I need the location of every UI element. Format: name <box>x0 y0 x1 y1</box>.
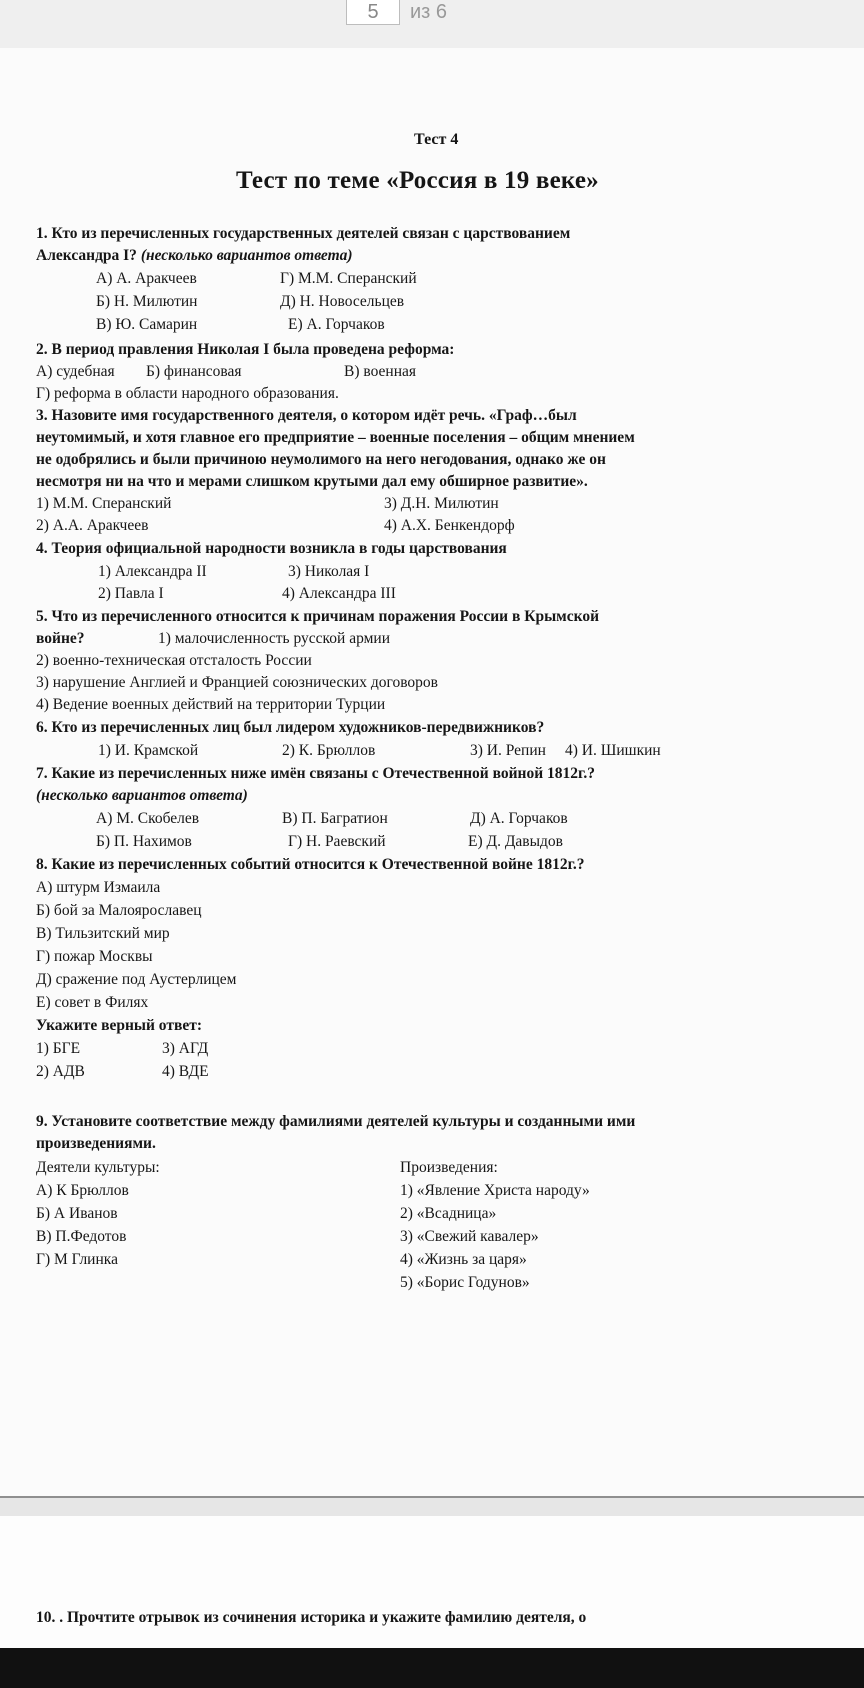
page-title: Тест по теме «Россия в 19 веке» <box>236 167 599 194</box>
answer-option: 3) Д.Н. Милютин <box>384 495 499 512</box>
next-document-page <box>0 1516 864 1648</box>
answer-option: 3) нарушение Англией и Францией союзнических договоров <box>36 674 438 691</box>
answer-option: 1) Александра II <box>98 563 207 580</box>
answer-option: 2) АДВ <box>36 1063 85 1080</box>
answer-option: А) А. Аракчеев <box>96 270 197 287</box>
answer-option: А) штурм Измаила <box>36 879 161 896</box>
answer-option: 1) М.М. Сперанский <box>36 495 172 512</box>
answer-option: Г) М.М. Сперанский <box>280 270 417 287</box>
answer-option: 1) малочисленность русской армии <box>158 630 391 647</box>
list-item: 5) «Борис Годунов» <box>400 1274 530 1291</box>
answer-option: 4) Александра III <box>282 585 396 602</box>
question-text: не одобрялись и были причиною неумолимого на него негодования, однако же он <box>36 451 606 468</box>
question-hint: (несколько вариантов ответа) <box>140 247 353 264</box>
answer-option: 3) И. Репин <box>470 742 546 759</box>
answer-option: В) Ю. Самарин <box>96 316 198 333</box>
answer-option: Г) реформа в области народного образования. <box>36 385 339 402</box>
question-text: 2. В период правления Николая I была проведена реформа: <box>36 341 455 358</box>
answer-option: А) М. Скобелев <box>96 810 200 827</box>
answer-option: Е) А. Горчаков <box>288 316 385 333</box>
list-item: Б) А Иванов <box>36 1205 118 1222</box>
answer-option: Б) бой за Малоярославец <box>36 902 202 919</box>
answer-option: А) судебная <box>36 363 115 380</box>
answer-option: 1) И. Крамской <box>98 742 199 759</box>
answer-option: 1) БГЕ <box>36 1040 81 1057</box>
question-hint: (несколько вариантов ответа) <box>36 787 248 804</box>
list-item: Г) М Глинка <box>36 1251 118 1268</box>
answer-option: Д) А. Горчаков <box>470 810 568 827</box>
answer-option: 2) К. Брюллов <box>282 742 376 759</box>
answer-option: Г) Н. Раевский <box>288 833 386 850</box>
question-text: 4. Теория официальной народности возникла в годы царствования <box>36 540 507 557</box>
question-text: войне? <box>36 630 85 647</box>
question-text: неутомимый, и хотя главное его предприятие – военные поселения – общим мнением <box>36 429 635 446</box>
answer-option: 2) военно-техническая отсталость России <box>36 652 312 669</box>
answer-option: 4) А.Х. Бенкендорф <box>384 517 515 534</box>
answer-prompt: Укажите верный ответ: <box>36 1017 202 1034</box>
question-text: 1. Кто из перечисленных государственных деятелей связан с царствованием <box>36 225 571 242</box>
question-text: 7. Какие из перечисленных ниже имён связаны с Отечественной войной 1812г.? <box>36 765 595 782</box>
answer-option: Д) сражение под Аустерлицем <box>36 971 237 988</box>
list-item: 3) «Свежий кавалер» <box>400 1228 539 1245</box>
list-item: В) П.Федотов <box>36 1228 127 1245</box>
column-header: Произведения: <box>400 1159 498 1176</box>
question-text: 8. Какие из перечисленных событий относится к Отечественной войне 1812г.? <box>36 856 585 873</box>
test-label: Тест 4 <box>414 131 459 148</box>
page-total-label: из 6 <box>410 1 448 23</box>
question-text: Александра I? <box>36 247 137 264</box>
viewer-toolbar <box>0 0 864 49</box>
answer-option: Б) финансовая <box>146 363 242 380</box>
answer-option: 2) Павла I <box>98 585 164 602</box>
question-10-text: 10. . Прочтите отрывок из сочинения историка и укажите фамилию деятеля, о <box>36 1609 587 1626</box>
document-page <box>0 48 864 1498</box>
question-text: 5. Что из перечисленного относится к причинам поражения России в Крымской <box>36 608 600 625</box>
list-item: 4) «Жизнь за царя» <box>400 1251 527 1268</box>
answer-option: Е) Д. Давыдов <box>468 833 563 850</box>
list-item: 1) «Явление Христа народу» <box>400 1182 590 1199</box>
answer-option: В) Тильзитский мир <box>36 925 170 942</box>
answer-option: 4) Ведение военных действий на территории Турции <box>36 696 386 713</box>
bottom-bar <box>0 1648 864 1688</box>
page-number-input[interactable]: 5 <box>346 0 400 25</box>
page-indicator <box>346 0 447 24</box>
question-text: 6. Кто из перечисленных лиц был лидером художников-передвижников? <box>36 719 545 736</box>
answer-option: 2) А.А. Аракчеев <box>36 517 149 534</box>
list-item: 2) «Всадница» <box>400 1205 497 1222</box>
answer-option: 4) ВДЕ <box>162 1063 209 1080</box>
answer-option: Г) пожар Москвы <box>36 948 153 965</box>
question-text: 3. Назовите имя государственного деятеля, о котором идёт речь. «Граф…был <box>36 407 577 424</box>
answer-option: Б) Н. Милютин <box>96 293 198 310</box>
answer-option: В) П. Багратион <box>282 810 388 827</box>
list-item: А) К Брюллов <box>36 1182 129 1199</box>
page-gap <box>0 1498 864 1516</box>
question-text: 9. Установите соответствие между фамилиями деятелей культуры и созданными ими <box>36 1113 636 1130</box>
question-text: несмотря ни на что и мерами слишком крутыми дал ему обширное развитие». <box>36 473 588 490</box>
answer-option: 4) И. Шишкин <box>565 742 661 759</box>
question-text: произведениями. <box>36 1135 156 1152</box>
answer-option: Б) П. Нахимов <box>96 833 192 850</box>
answer-option: Е) совет в Филях <box>36 994 149 1011</box>
answer-option: 3) Николая I <box>288 563 370 580</box>
answer-option: 3) АГД <box>162 1040 209 1057</box>
column-header: Деятели культуры: <box>36 1159 160 1176</box>
answer-option: Д) Н. Новосельцев <box>280 293 405 310</box>
answer-option: В) военная <box>344 363 417 380</box>
